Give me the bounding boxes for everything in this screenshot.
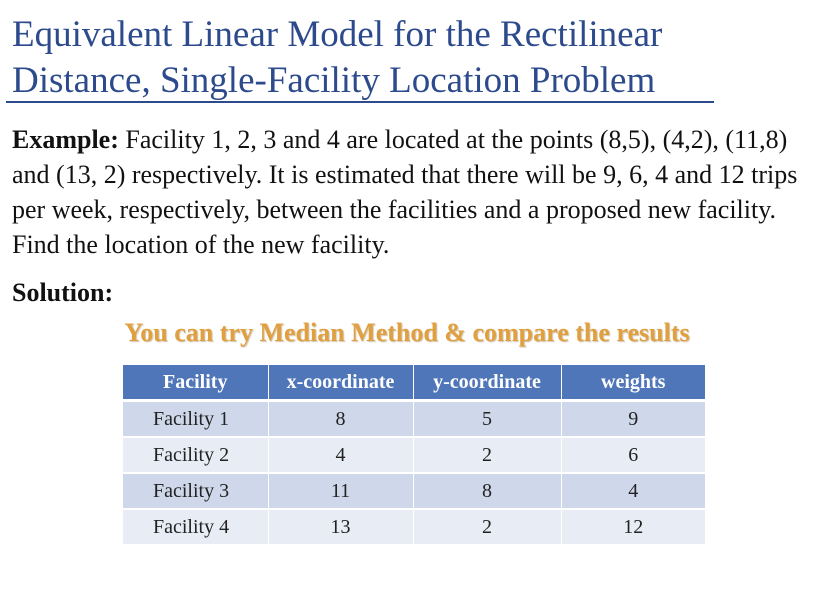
table-row	[123, 473, 705, 509]
facility-name: Facility 4	[123, 509, 268, 545]
facility-name: Facility 3	[123, 473, 268, 509]
table-row	[123, 401, 705, 438]
slide-title	[12, 12, 712, 104]
header-weights: weights	[561, 365, 705, 401]
table-row	[123, 509, 705, 545]
x-coordinate: 8	[268, 401, 413, 438]
example-label: Example:	[12, 125, 119, 154]
example-paragraph	[12, 122, 807, 262]
header-facility: Facility	[123, 365, 268, 401]
x-coordinate: 11	[268, 473, 413, 509]
table-row	[123, 437, 705, 473]
facility-name: Facility 1	[123, 401, 268, 438]
y-coordinate: 5	[413, 401, 561, 438]
header-x-coordinate: x-coordinate	[268, 365, 413, 401]
facility-name: Facility 2	[123, 437, 268, 473]
title-underline	[6, 101, 714, 103]
y-coordinate: 8	[413, 473, 561, 509]
x-coordinate: 13	[268, 509, 413, 545]
solution-label: Solution:	[12, 278, 114, 307]
y-coordinate: 2	[413, 437, 561, 473]
header-y-coordinate: y-coordinate	[413, 365, 561, 401]
facility-table	[123, 365, 705, 546]
example-text: Facility 1, 2, 3 and 4 are located at the points (8,5), (4,2), (11,8) and (13, 2) respectively. It is estimated that there will be 9, 6, 4 and 12 trips per week, respectively, between the facilities and a proposed new facility. Find the location of the new facility.	[12, 125, 798, 259]
table-header-row	[123, 365, 705, 401]
weight: 12	[561, 509, 705, 545]
y-coordinate: 2	[413, 509, 561, 545]
title-line-2: Distance, Single-Facility Location Problem	[12, 60, 656, 101]
weight: 4	[561, 473, 705, 509]
weight: 6	[561, 437, 705, 473]
title-line-1: Equivalent Linear Model for the Rectilinear	[12, 14, 663, 55]
weight: 9	[561, 401, 705, 438]
median-method-tip: You can try Median Method & compare the results	[124, 318, 690, 347]
x-coordinate: 4	[268, 437, 413, 473]
